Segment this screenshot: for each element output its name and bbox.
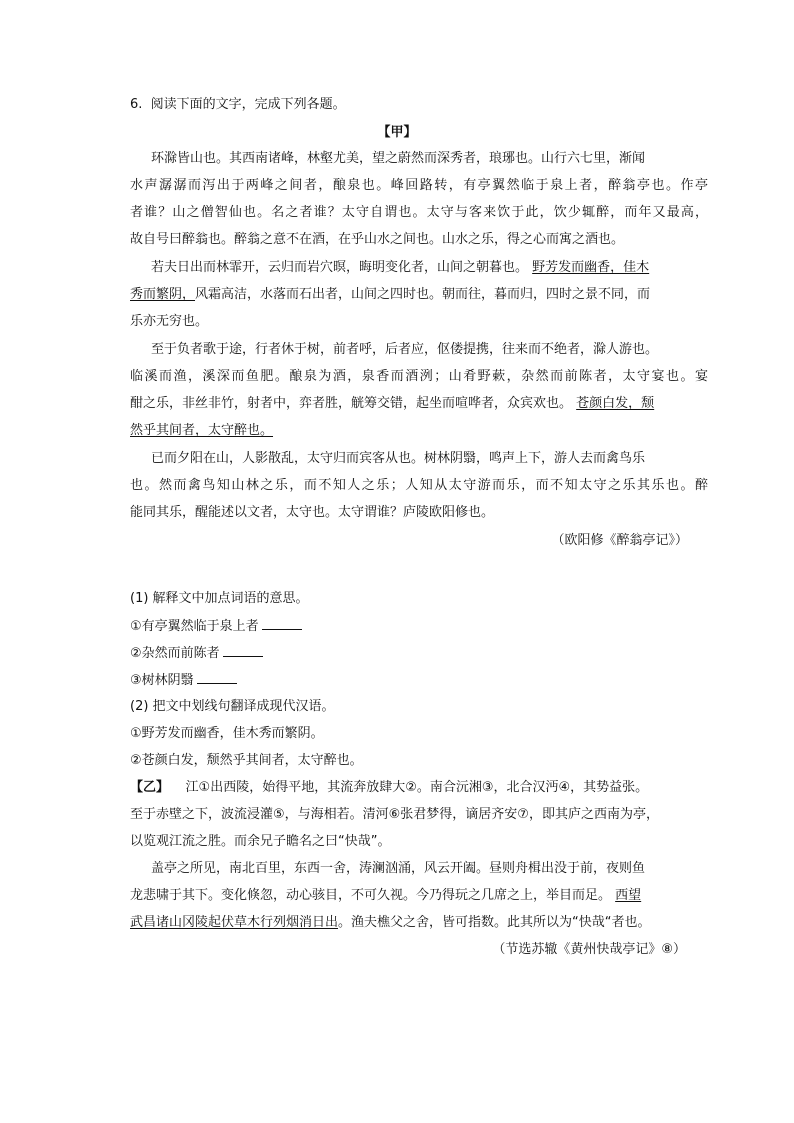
passage-jia-label: 【甲】 [377, 125, 417, 140]
passage-jia-line: 环滁皆山也。其西南诸峰，林壑尤美，望之蔚然而深秀者，琅琊也。山行六七里，渐闻 [151, 151, 646, 166]
answer-blank[interactable] [262, 617, 302, 630]
passage-yi-line: 以览观江流之胜。而余兄子瞻名之曰“快哉”。 [130, 834, 391, 849]
passage-jia-line: 已而夕阳在山，人影散乱，太守归而宾客从也。树林阴翳，鸣声上下，游人去而禽鸟乐 [151, 451, 646, 466]
sub-question-1-item [130, 671, 237, 690]
passage-jia-line: 乐亦无穷也。 [130, 314, 209, 329]
passage-jia-line: 能同其乐，醒能述以文者，太守也。太守谓谁？庐陵欧阳修也。 [130, 505, 495, 520]
underlined-sentence: 武昌诸山冈陵起伏草木行列烟消日出 [130, 915, 339, 930]
passage-yi-line [130, 914, 651, 932]
answer-blank[interactable] [197, 671, 237, 684]
passage-yi-line: 盖亭之所见，南北百里，东西一舍，涛澜汹涌，风云开阖。昼则舟楫出没于前，夜则鱼 [151, 861, 646, 876]
underlined-sentence: 苍颜白发，颓 [576, 396, 655, 411]
passage-jia-line [130, 422, 273, 440]
passage-jia-line: 者谁？山之僧智仙也。名之者谁？太守自谓也。太守与客来饮于此，饮少辄醉，而年又最高， [130, 205, 708, 220]
question-number: 6. [130, 97, 143, 112]
passage-yi-source: （节选苏辙《黄州快哉亭记》⑧） [492, 942, 686, 957]
sub-question-2-item: ①野芳发而幽香，佳木秀而繁阴。 [130, 726, 324, 741]
passage-yi-line [130, 887, 641, 905]
passage-jia-text: 酣之乐，非丝非竹，射者中，弈者胜，觥筹交错，起坐而喧哗者，众宾欢也。 [130, 396, 573, 411]
passage-yi-text: 龙悲啸于其下。变化倏忽，动心骇目，不可久视。今乃得玩之几席之上，举目而足。 [130, 888, 612, 903]
passage-jia-line [130, 395, 654, 413]
passage-jia-line: 水声潺潺而泻出于两峰之间者，酿泉也。峰回路转，有亭翼然临于泉上者，醉翁亭也。作亭 [130, 178, 708, 193]
sub-question-1-item [130, 644, 263, 663]
underlined-sentence: 野芳发而幽香，佳木 [532, 260, 650, 275]
passage-yi-label: 【乙】 [130, 780, 170, 795]
question-prompt: 阅读下面的文字，完成下列各题。 [150, 97, 346, 112]
passage-yi-text: 。渔夫樵父之舍，皆可指数。此其所以为“快哉“者也。 [338, 915, 651, 930]
passage-jia-text: 若夫日出而林霏开，云归而岩穴暝，晦明变化者，山间之朝暮也。 [151, 260, 529, 275]
passage-yi-line: 至于赤壁之下，波流浸灌⑤，与海相若。清河⑥张君梦得，谪居齐安⑦，即其庐之西南为亭， [130, 807, 659, 822]
passage-jia-line: 至于负者歌于途，行者休于树，前者呼，后者应，伛偻提携，往来而不绝者，滁人游也。 [151, 342, 659, 357]
underlined-sentence: 然乎其间者，太守醉也。 [130, 423, 274, 438]
sub-question-1-item [130, 617, 302, 636]
item-text: ②杂然而前陈者 [130, 646, 220, 661]
passage-jia-line: 临溪而渔，溪深而鱼肥。酿泉为酒，泉香而酒洌；山肴野蔌，杂然而前陈者，太守宴也。宴 [130, 369, 708, 384]
passage-jia-text: 风霜高洁，水落而石出者，山间之四时也。朝而往，暮而归，四时之景不同，而 [195, 287, 651, 302]
sub-question-2-item: ②苍颜白发，颓然乎其间者，太守醉也。 [130, 753, 363, 768]
sub-question-1: (1) 解释文中加点词语的意思。 [130, 591, 309, 606]
passage-yi-line [130, 779, 648, 797]
passage-jia-line [151, 259, 649, 277]
item-text: ①有亭翼然临于泉上者 [130, 619, 259, 634]
passage-jia-line: 也。然而禽鸟知山林之乐，而不知人之乐；人知从太守游而乐，而不知太守之乐其乐也。醉 [130, 478, 708, 493]
passage-jia-source: （欧阳修《醉翁亭记》） [551, 533, 688, 548]
sub-question-2: (2) 把文中划线句翻译成现代汉语。 [130, 699, 335, 714]
answer-blank[interactable] [223, 644, 263, 657]
item-text: ③树林阴翳 [130, 673, 194, 688]
passage-jia-line [130, 286, 650, 304]
underlined-sentence: 秀而繁阴， [130, 287, 196, 302]
passage-yi-text: 江①出西陵，始得平地，其流奔放肆大②。南合沅湘③，北合汉沔④，其势益张。 [185, 780, 649, 795]
passage-jia-line: 故自号曰醉翁也。醉翁之意不在酒，在乎山水之间也。山水之乐，得之心而寓之酒也。 [130, 232, 625, 247]
question-heading [130, 96, 346, 114]
underlined-sentence: 西望 [615, 888, 642, 903]
